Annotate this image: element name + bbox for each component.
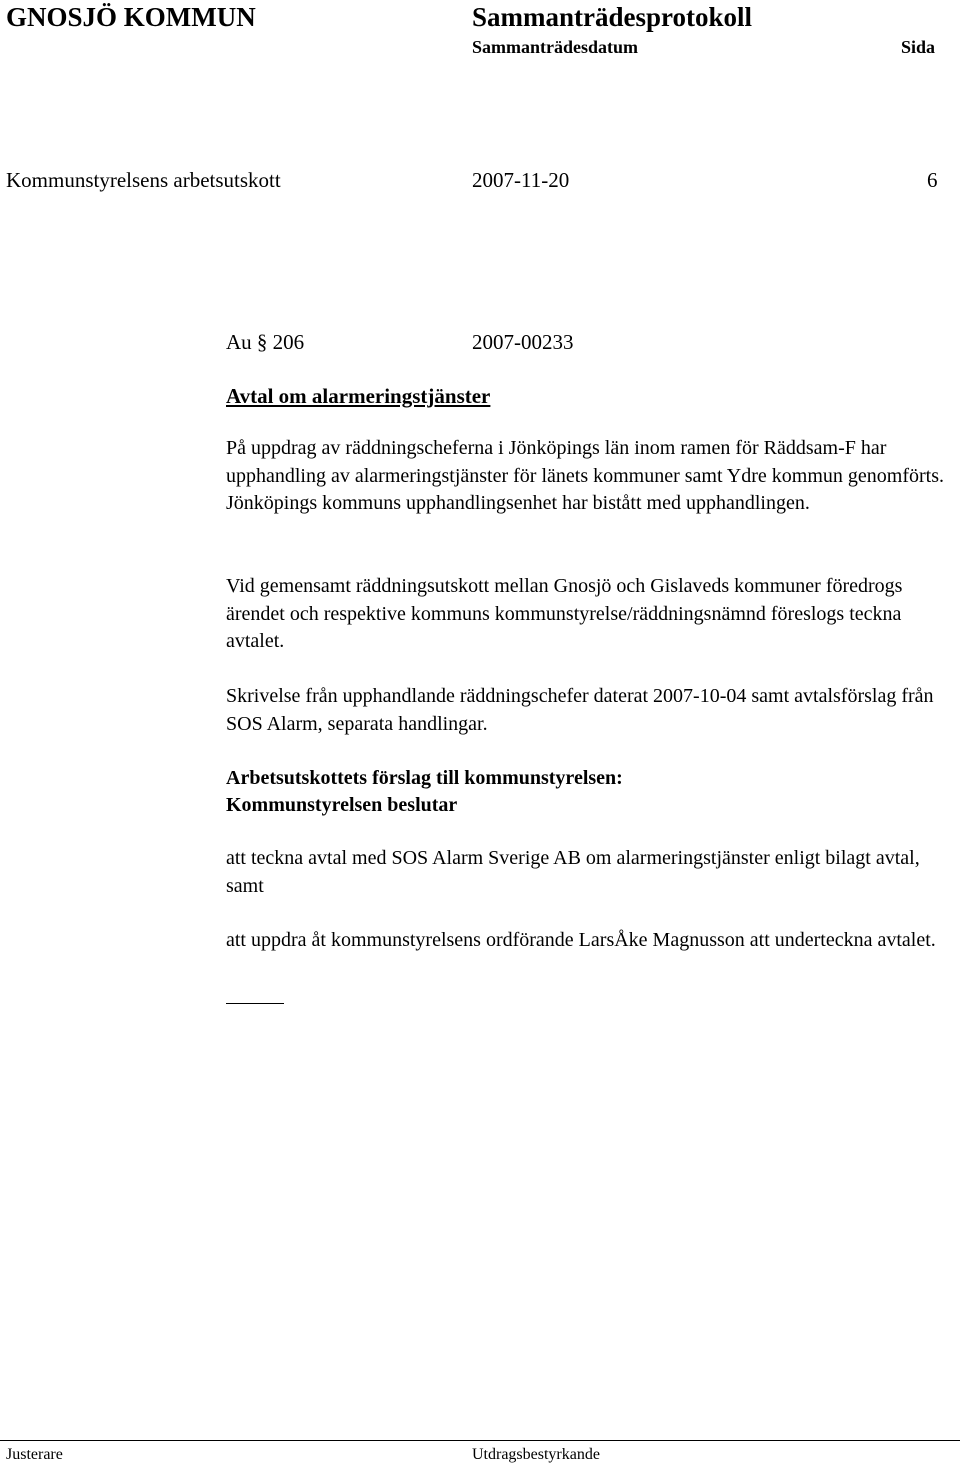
page-label: Sida	[901, 37, 936, 57]
end-of-section-rule	[226, 1003, 284, 1004]
paragraph-number: Au § 206	[226, 330, 305, 354]
footer-utdragsbestyrkande: Utdragsbestyrkande	[472, 1446, 600, 1463]
body-paragraph-1: På uppdrag av räddningscheferna i Jönköpings län inom ramen för Räddsam-F har upphandling av alarmeringstjänster för länets kommuner samt Ydre kommun genomförts. Jönköpings kommuns upphandlingsenhet har bistått med upphandlingen.	[226, 437, 944, 514]
footer-rule	[0, 1440, 960, 1441]
municipality-name: GNOSJÖ KOMMUN	[6, 2, 256, 32]
proposal-heading: Arbetsutskottets förslag till kommunstyrelsen:	[226, 767, 623, 789]
committee-name: Kommunstyrelsens arbetsutskott	[6, 168, 281, 192]
body-paragraph-3: Skrivelse från upphandlande räddningschefer daterat 2007-10-04 samt avtalsförslag från SOS Alarm, separata handlingar.	[226, 685, 934, 735]
date-label: Sammanträdesdatum	[472, 37, 639, 57]
decision-heading: Kommunstyrelsen beslutar	[226, 794, 458, 816]
decision-item-2: att uppdra åt kommunstyrelsens ordförande LarsÅke Magnusson att underteckna avtalet.	[226, 929, 936, 951]
body-paragraph-2: Vid gemensamt räddningsutskott mellan Gnosjö och Gislaveds kommuner föredrogs ärendet och respektive kommuns kommunstyrelse/räddningsnämnd föreslogs teckna avtalet.	[226, 575, 903, 652]
document-type: Sammanträdesprotokoll	[472, 2, 753, 32]
case-number: 2007-00233	[472, 330, 574, 354]
page-number: 6	[927, 168, 938, 192]
meeting-date: 2007-11-20	[472, 168, 570, 192]
decision-item-1: att teckna avtal med SOS Alarm Sverige AB om alarmeringstjänster enligt bilagt avtal, samt	[226, 847, 920, 897]
footer-justerare: Justerare	[6, 1446, 63, 1463]
case-title: Avtal om alarmeringstjänster	[226, 384, 491, 408]
